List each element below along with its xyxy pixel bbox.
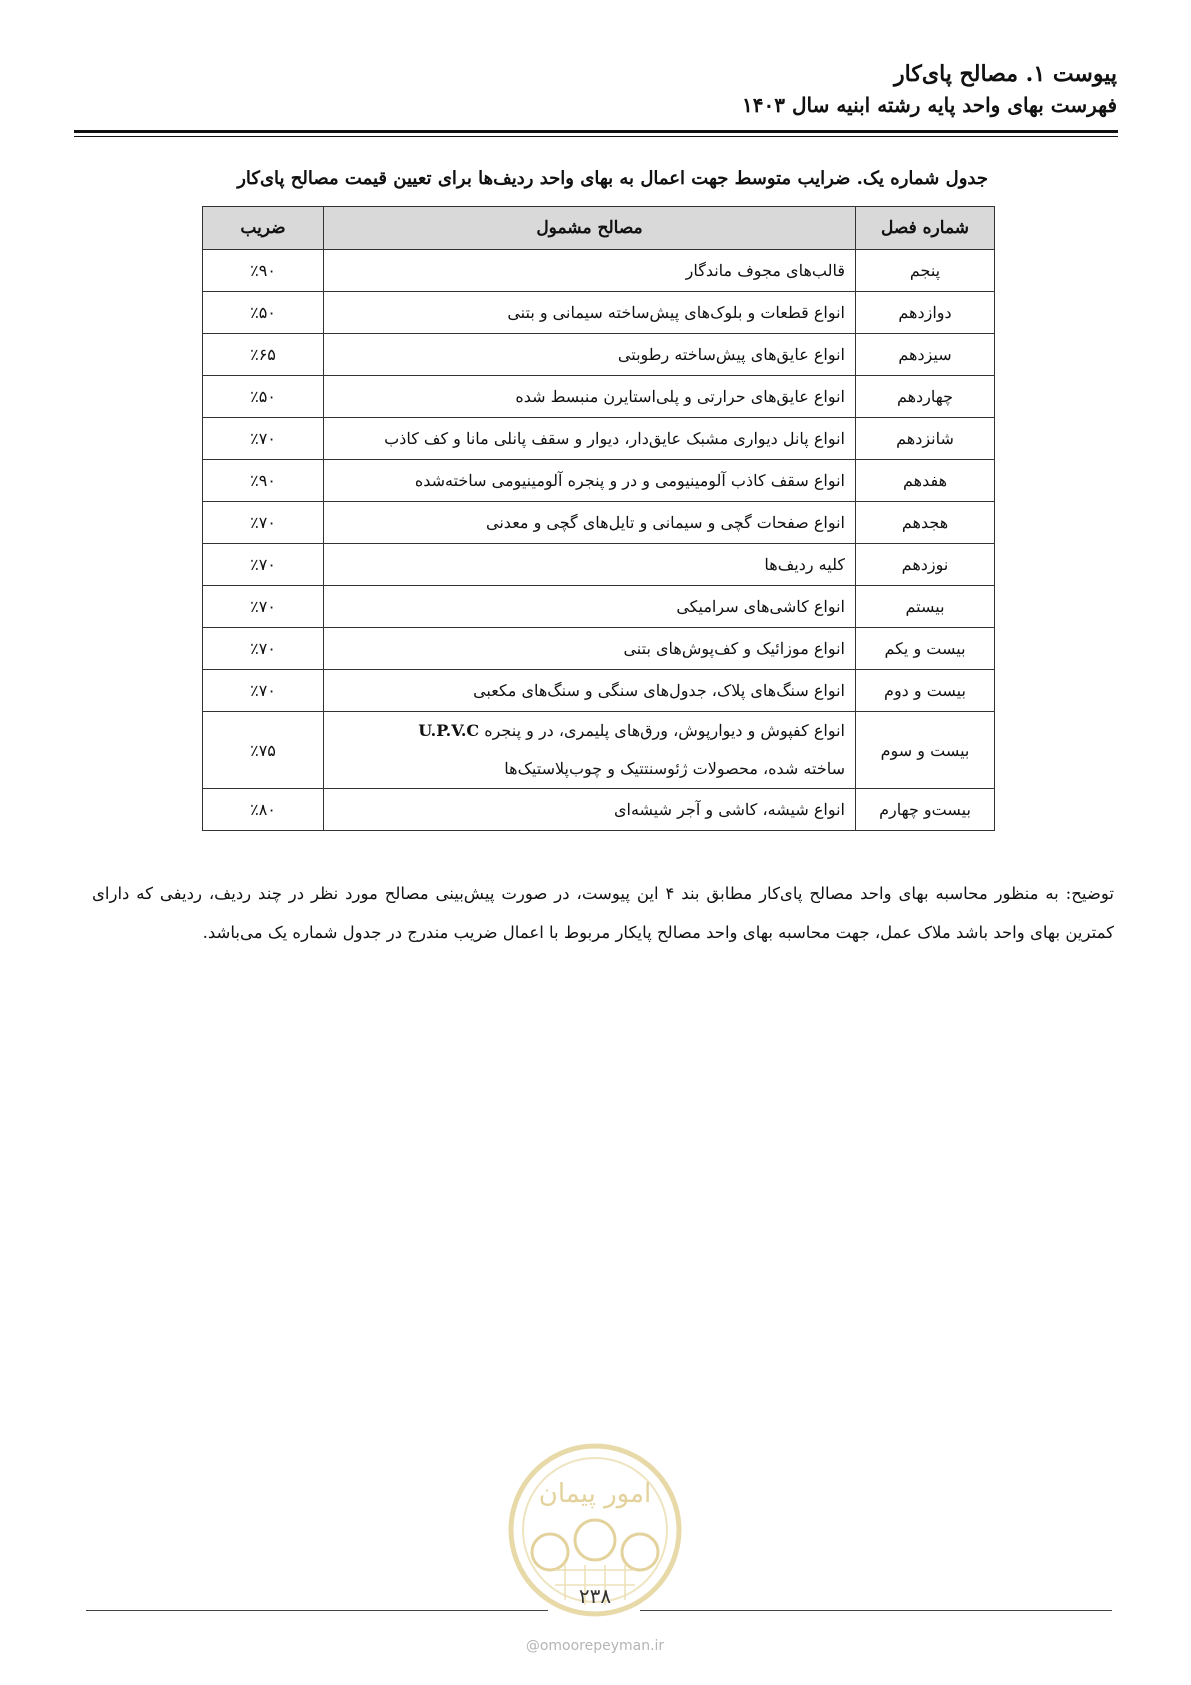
materials-cell: انواع عایق‌های حرارتی و پلی‌استایرن منبسط شده — [324, 376, 856, 418]
coefficient-cell: ٪۵۰ — [203, 292, 324, 334]
coefficient-cell: ٪۹۰ — [203, 460, 324, 502]
coefficient-cell: ٪۷۰ — [203, 586, 324, 628]
table-row — [203, 460, 995, 502]
header-subtitle: فهرست بهای واحد پایه رشته ابنیه سال ۱۴۰۳ — [742, 93, 1117, 117]
section-cell: سیزدهم — [856, 334, 995, 376]
section-cell: بیست و سوم — [856, 712, 995, 789]
table-row — [203, 544, 995, 586]
table-row — [203, 376, 995, 418]
section-cell: بیست و دوم — [856, 670, 995, 712]
page-number: ۲۳۸ — [578, 1584, 612, 1608]
coefficient-cell: ٪۵۰ — [203, 376, 324, 418]
table-row — [203, 628, 995, 670]
materials-cell: انواع صفحات گچی و سیمانی و تایل‌های گچی و معدنی — [324, 502, 856, 544]
explanation-note: توضیح: به منظور محاسبه بهای واحد مصالح پای‌کار مطابق بند ۴ این پیوست، در صورت پیش‌بینی مصالح مورد نظر در چند ردیف، ردیفی که دارای کمترین بهای واحد باشد ملاک عمل، جهت محاسبه بهای واحد مصالح پایکار مربوط با اعمال ضریب مندرج در جدول شماره یک می‌باشد. — [92, 884, 1114, 942]
coefficient-table — [202, 206, 995, 831]
materials-cell: انواع عایق‌های پیش‌ساخته رطوبتی — [324, 334, 856, 376]
materials-cell: انواع قطعات و بلوک‌های پیش‌ساخته سیمانی و بتنی — [324, 292, 856, 334]
coefficient-cell: ٪۷۵ — [203, 712, 324, 789]
materials-cell: قالب‌های مجوف ماندگار — [324, 250, 856, 292]
materials-text: انواع کفپوش و دیوارپوش، ورق‌های پلیمری، در و پنجره — [484, 721, 845, 740]
materials-cell: انواع پانل دیواری مشبک عایق‌دار، دیوار و سقف پانلی مانا و کف کاذب — [324, 418, 856, 460]
materials-cell: انواع موزائیک و کف‌پوش‌های بتنی — [324, 628, 856, 670]
section-cell: بیست‌و چهارم — [856, 789, 995, 831]
section-cell: هفدهم — [856, 460, 995, 502]
coefficient-cell: ٪۷۰ — [203, 628, 324, 670]
table-row — [203, 334, 995, 376]
section-cell: شانزدهم — [856, 418, 995, 460]
seal-logo-text: امور پیمان — [538, 1479, 652, 1509]
footer-rule-left — [86, 1610, 548, 1611]
section-cell: پنجم — [856, 250, 995, 292]
footer-rule-right — [640, 1610, 1112, 1611]
header-divider-thin — [74, 136, 1118, 137]
section-cell: چهاردهم — [856, 376, 995, 418]
coefficient-cell: ٪۷۰ — [203, 418, 324, 460]
coefficient-cell: ٪۶۵ — [203, 334, 324, 376]
table-row — [203, 789, 995, 831]
table-row — [203, 670, 995, 712]
materials-cell: انواع سقف کاذب آلومینیومی و در و پنجره آلومینیومی ساخته‌شده — [324, 460, 856, 502]
table-header-row — [203, 207, 995, 250]
header-coefficient: ضریب — [203, 207, 324, 250]
header-divider-thick — [74, 130, 1118, 133]
section-cell: دوازدهم — [856, 292, 995, 334]
coefficient-cell: ٪۷۰ — [203, 544, 324, 586]
materials-text-line2: ساخته شده، محصولات ژئوسنتتیک و چوب‌پلاستیک‌ها — [504, 759, 845, 778]
coefficient-cell: ٪۷۰ — [203, 670, 324, 712]
materials-cell: انواع شیشه، کاشی و آجر شیشه‌ای — [324, 789, 856, 831]
table-row — [203, 292, 995, 334]
section-cell: نوزدهم — [856, 544, 995, 586]
table-row — [203, 418, 995, 460]
table-row — [203, 712, 995, 789]
coefficient-cell: ٪۷۰ — [203, 502, 324, 544]
section-cell: هجدهم — [856, 502, 995, 544]
upvc-code: U.P.V.C — [418, 721, 480, 740]
materials-cell: کلیه ردیف‌ها — [324, 544, 856, 586]
materials-cell — [324, 712, 856, 789]
table-row — [203, 250, 995, 292]
section-cell: بیستم — [856, 586, 995, 628]
header-title: پیوست ۱. مصالح پای‌کار — [894, 61, 1117, 87]
coefficient-cell: ٪۹۰ — [203, 250, 324, 292]
materials-cell: انواع کاشی‌های سرامیکی — [324, 586, 856, 628]
table-row — [203, 586, 995, 628]
table-caption: جدول شماره یک. ضرایب متوسط جهت اعمال به بهای واحد ردیف‌ها برای تعیین قیمت مصالح پای‌کار — [237, 168, 988, 189]
section-cell: بیست و یکم — [856, 628, 995, 670]
coefficient-cell: ٪۸۰ — [203, 789, 324, 831]
table-row — [203, 502, 995, 544]
page-header — [71, 58, 1117, 120]
materials-cell: انواع سنگ‌های پلاک، جدول‌های سنگی و سنگ‌های مکعبی — [324, 670, 856, 712]
header-section: شماره فصل — [856, 207, 995, 250]
header-materials: مصالح مشمول — [324, 207, 856, 250]
watermark-url: @omoorepeyman.ir — [525, 1638, 665, 1654]
